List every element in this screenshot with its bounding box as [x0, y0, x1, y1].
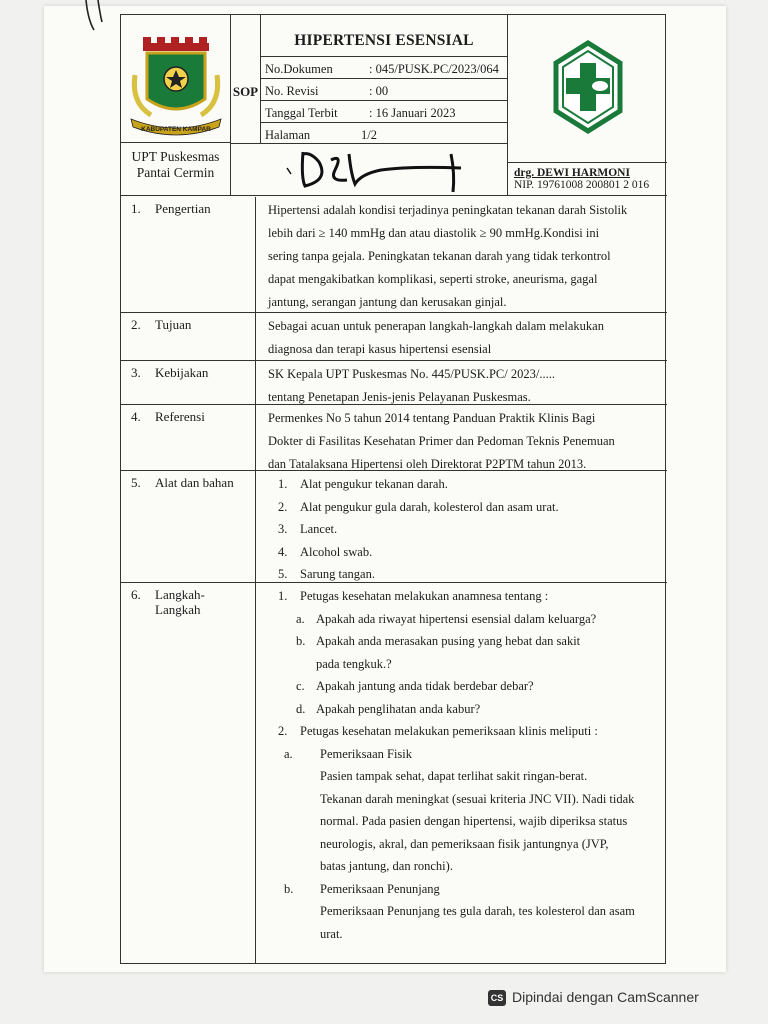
exam-letter: b. — [284, 881, 294, 896]
section-tujuan — [121, 313, 667, 361]
question-letter: d. — [296, 701, 306, 716]
text-line: diagnosa dan terapi kasus hipertensi esensial — [268, 342, 492, 356]
regency-logo-cell — [121, 15, 231, 143]
step-number: 1. — [278, 589, 288, 603]
issue-date-row — [261, 101, 507, 123]
question-item — [268, 608, 661, 631]
text-line: sering tanpa gejala. Peningkatan tekanan darah yang tidak terkontrol — [268, 249, 611, 263]
section-content — [255, 197, 667, 312]
section-label: Alat dan bahan — [155, 475, 234, 490]
question-letter: a. — [296, 611, 305, 626]
list-item — [268, 496, 661, 519]
exam-item — [268, 878, 661, 901]
section-number: 2. — [131, 317, 141, 332]
revision-value: : 00 — [369, 84, 389, 98]
regency-logo-text: KABUPATEN KAMPAR — [141, 126, 211, 133]
question-text: Apakah ada riwayat hipertensi esensial dalam keluarga? — [316, 611, 597, 626]
section-number: 5. — [131, 475, 141, 490]
text-line: batas jantung, dan ronchi). — [320, 859, 453, 873]
list-item-number: 2. — [278, 499, 288, 514]
text-line: Dokter di Fasilitas Kesehatan Primer dan Pedoman Teknis Penemuan — [268, 434, 615, 448]
section-pengertian — [121, 197, 667, 313]
exam-description — [268, 765, 661, 878]
question-text: Apakah penglihatan anda kabur? — [316, 701, 481, 716]
section-label: Pengertian — [155, 201, 211, 216]
header-divider — [121, 195, 667, 196]
list-item-number: 1. — [278, 477, 288, 491]
step-text: Petugas kesehatan melakukan pemeriksaan klinis meliputi : — [300, 724, 598, 738]
list-item-number: 5. — [278, 567, 288, 581]
section-label — [155, 587, 205, 617]
exam-description — [268, 900, 661, 945]
exam-item — [268, 743, 661, 766]
section-label: Tujuan — [155, 317, 192, 332]
text-line: dan Tatalaksana Hipertensi oleh Direktorat P2PTM tahun 2013. — [268, 457, 587, 471]
exam-title: Pemeriksaan Fisik — [320, 746, 413, 761]
section-content — [255, 313, 667, 360]
doc-number-value: : 045/PUSK.PC/2023/064 — [369, 62, 499, 76]
section-number: 6. — [131, 587, 141, 602]
puskesmas-logo-cell — [507, 15, 667, 163]
section-content — [255, 583, 667, 963]
section-number: 4. — [131, 409, 141, 424]
section-label-line1: Langkah- — [155, 587, 205, 602]
list-item-number: 4. — [278, 544, 288, 559]
question-text: Apakah anda merasakan pusing yang hebat dan sakit — [316, 634, 581, 648]
list-item-text: Alat pengukur gula darah, kolesterol dan asam urat. — [300, 499, 559, 514]
camscanner-icon: CS — [488, 990, 506, 1006]
list-item-text: Sarung tangan. — [300, 567, 375, 581]
section-langkah — [121, 583, 667, 963]
section-label-line2: Langkah — [155, 602, 201, 617]
list-item — [268, 473, 661, 496]
step-text: Petugas kesehatan melakukan anamnesa tentang : — [300, 589, 549, 603]
head-name: drg. DEWI HARMONI — [514, 167, 630, 179]
exam-letter: a. — [284, 746, 293, 761]
section-alat-bahan — [121, 471, 667, 583]
section-label: Kebijakan — [155, 365, 209, 380]
question-letter: b. — [296, 634, 306, 648]
step-number: 2. — [278, 724, 288, 738]
text-line: normal. Pada pasien dengan hipertensi, wajib diperiksa status — [320, 814, 628, 828]
exam-title: Pemeriksaan Penunjang — [320, 881, 440, 896]
text-line: neurologis, akral, dan pemeriksaan fisik jantungnya (JVP, — [320, 836, 609, 851]
section-content — [255, 361, 667, 404]
camscanner-text: Dipindai dengan CamScanner — [512, 989, 699, 1005]
list-item-number: 3. — [278, 522, 288, 536]
pen-mark-icon — [82, 0, 106, 34]
list-item — [268, 518, 661, 541]
section-content — [255, 471, 667, 582]
head-nip: NIP. 19761008 200801 2 016 — [514, 179, 650, 191]
text-line: urat. — [320, 926, 343, 941]
sop-label: SOP — [231, 57, 261, 143]
doc-number-label: No.Dokumen — [265, 62, 333, 76]
section-label: Referensi — [155, 409, 205, 424]
issue-date-label: Tanggal Terbit — [265, 106, 338, 120]
puskesmas-cross-icon — [508, 15, 668, 163]
regency-crest-icon — [121, 15, 231, 143]
sop-form — [120, 14, 666, 964]
question-text: Apakah jantung anda tidak berdebar debar? — [316, 679, 534, 693]
list-item — [268, 541, 661, 564]
page-value: 1/2 — [361, 128, 377, 142]
question-letter: c. — [296, 679, 305, 693]
section-referensi — [121, 405, 667, 471]
section-kebijakan — [121, 361, 667, 405]
section-number: 1. — [131, 201, 141, 216]
signature-cell — [231, 143, 507, 195]
list-item-text: Lancet. — [300, 522, 338, 536]
unit-name-line2: Pantai Cermin — [136, 165, 215, 180]
unit-name — [121, 143, 231, 195]
question-item — [268, 698, 661, 721]
head-of-unit — [507, 163, 667, 195]
text-line: Pemeriksaan Penunjang tes gula darah, tes kolesterol dan asam — [320, 904, 635, 918]
section-content — [255, 405, 667, 470]
document-title: HIPERTENSI ESENSIAL — [261, 15, 507, 57]
revision-label: No. Revisi — [265, 84, 319, 98]
text-line: dapat mengakibatkan komplikasi, seperti stroke, aneurisma, gagal — [268, 272, 598, 286]
camscanner-watermark — [488, 986, 699, 1008]
step-item — [268, 720, 661, 743]
text-line: Pasien tampak sehat, dapat terlihat sakit ringan-berat. — [320, 769, 588, 783]
question-text: pada tengkuk.? — [316, 656, 392, 671]
text-line: Sebagai acuan untuk penerapan langkah-langkah dalam melakukan — [268, 319, 604, 333]
text-line: SK Kepala UPT Puskesmas No. 445/PUSK.PC/ 2023/..... — [268, 367, 555, 381]
question-item — [268, 630, 661, 675]
text-line: Permenkes No 5 tahun 2014 tentang Panduan Praktik Klinis Bagi — [268, 411, 596, 425]
list-item-text: Alcohol swab. — [300, 544, 373, 559]
text-line: lebih dari ≥ 140 mmHg dan atau diastolik ≥ 90 mmHg.Kondisi ini — [268, 226, 600, 240]
text-line: tentang Penetapan Jenis-jenis Pelayanan Puskesmas. — [268, 390, 531, 404]
handwritten-signature-icon — [231, 144, 507, 196]
section-number: 3. — [131, 365, 141, 380]
text-line: jantung, serangan jantung dan kerusakan ginjal. — [268, 295, 507, 309]
step-item — [268, 585, 661, 608]
question-item — [268, 675, 661, 698]
revision-row — [261, 79, 507, 101]
issue-date-value: : 16 Januari 2023 — [369, 106, 456, 120]
doc-number-row — [261, 57, 507, 79]
text-line: Hipertensi adalah kondisi terjadinya peningkatan tekanan darah Sistolik — [268, 203, 628, 217]
page-row — [261, 123, 507, 145]
list-item-text: Alat pengukur tekanan darah. — [300, 477, 448, 491]
text-line: Tekanan darah meningkat (sesuai kriteria JNC VII). Nadi tidak — [320, 791, 635, 806]
unit-name-line1: UPT Puskesmas — [131, 149, 220, 164]
page-label: Halaman — [265, 128, 311, 142]
sop-top-cell — [231, 15, 261, 57]
